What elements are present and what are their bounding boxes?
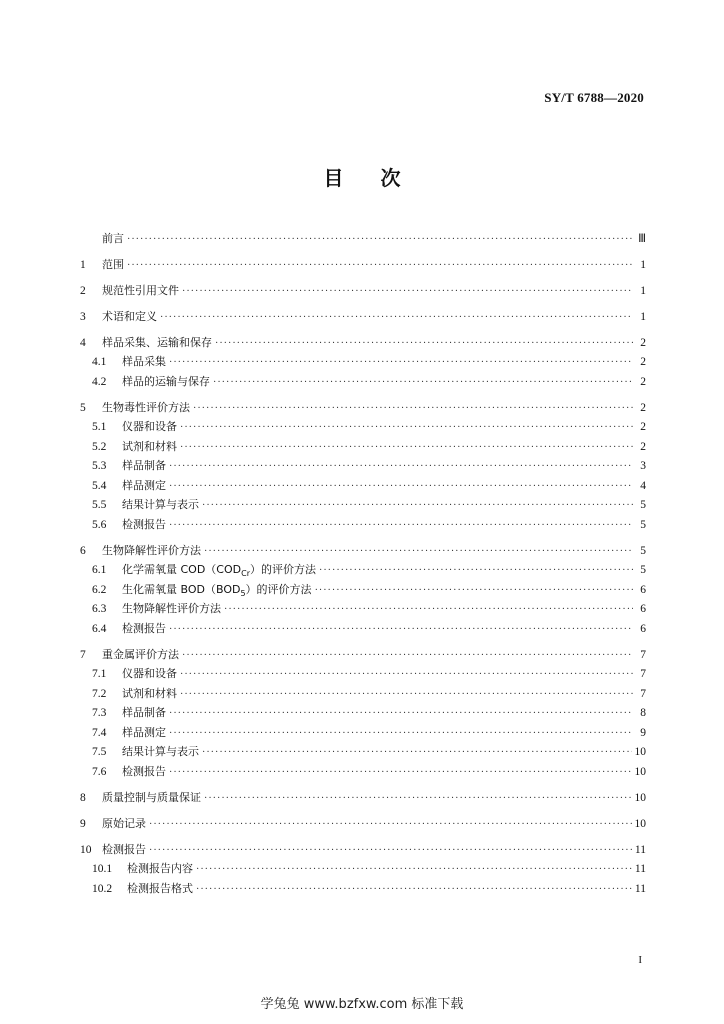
toc-entry-page: 6 <box>640 583 646 596</box>
toc-leader-dots <box>149 815 632 834</box>
toc-entry-title-text: 检测报告内容 <box>127 862 193 875</box>
standard-code: SY/T 6788—2020 <box>544 90 644 105</box>
toc-subentry[interactable] <box>80 352 646 372</box>
toc-entry-title <box>122 742 199 762</box>
toc-subentry[interactable] <box>80 437 646 457</box>
toc-entry-page: 11 <box>634 844 646 856</box>
toc-leader-dots <box>202 496 633 516</box>
toc-leader-dots <box>193 399 633 418</box>
table-of-contents <box>80 229 646 898</box>
toc-leader-dots <box>182 646 633 665</box>
toc-subentry[interactable] <box>80 456 646 476</box>
toc-leader-dots <box>149 841 632 860</box>
toc-entry-title-tail: ）的评价方法 <box>250 563 316 576</box>
toc-leader-dots <box>319 561 633 581</box>
toc-entry-page: 10 <box>634 765 646 778</box>
toc-entry-page: 6 <box>640 603 646 615</box>
toc-entry-number: 6.4 <box>92 622 107 635</box>
toc-entry-page: 7 <box>640 649 646 661</box>
toc-entry-title-text: 样品制备 <box>122 706 166 719</box>
toc-entry-page: 9 <box>640 726 646 739</box>
toc-entry-page: 11 <box>634 863 646 875</box>
toc-entry-title <box>122 417 177 437</box>
toc-entry-title <box>102 814 146 833</box>
toc-entry-page: 3 <box>640 460 646 472</box>
page-title: 目 次 <box>323 166 401 190</box>
toc-entry-title <box>122 515 166 535</box>
toc-entry-number: 8 <box>80 792 86 804</box>
toc-entry-page: 4 <box>640 479 646 492</box>
toc-entry-title-text: 检测报告 <box>122 621 166 635</box>
toc-leader-dots <box>202 743 632 763</box>
toc-entry-title <box>102 255 124 274</box>
toc-subentry[interactable] <box>80 495 646 515</box>
toc-entry-title-text: 术语和定义 <box>102 310 157 323</box>
toc-subentry[interactable] <box>80 599 646 619</box>
toc-subentry[interactable] <box>80 859 646 879</box>
toc-entry-title-text: 生物毒性评价方法 <box>102 401 190 414</box>
toc-entry-page: 10 <box>634 746 646 758</box>
toc-subentry[interactable] <box>80 417 646 437</box>
toc-entry-title <box>127 879 193 899</box>
toc-entry-title-subscript: 5 <box>240 588 246 598</box>
toc-entry-title-text: 范围 <box>102 258 124 271</box>
toc-entry-number: 6.3 <box>92 603 107 615</box>
toc-entry-number: 10.1 <box>92 863 113 875</box>
toc-subentry[interactable] <box>80 580 646 600</box>
toc-entry-number: 7.5 <box>92 746 107 758</box>
toc-entry-title-text: 仪器和设备 <box>122 420 177 433</box>
toc-entry-page: 5 <box>640 564 646 576</box>
toc-entry-page: Ⅲ <box>638 233 646 245</box>
toc-entry-number: 5.6 <box>92 518 107 531</box>
toc-entry-title-subscript: Cr <box>241 569 250 579</box>
toc-leader-dots <box>196 880 632 900</box>
toc-entry-title <box>102 281 179 300</box>
toc-leader-dots <box>180 665 633 685</box>
toc-entry-page: 8 <box>640 707 646 719</box>
toc-entry-number: 9 <box>80 818 86 830</box>
toc-leader-dots <box>215 334 633 353</box>
toc-entry-title-text: 生化需氧量 BOD（BOD <box>122 582 241 596</box>
toc-entry-title-text: 生物降解性评价方法 <box>122 602 221 615</box>
toc-entry-title-text: 检测报告 <box>122 517 166 531</box>
toc-entry-title-text: 样品测定 <box>122 725 166 739</box>
toc-entry[interactable] <box>80 840 646 859</box>
toc-entry[interactable] <box>80 398 646 417</box>
toc-entry-number: 6 <box>80 545 86 557</box>
toc-entry-page: 2 <box>640 440 646 453</box>
toc-subentry[interactable] <box>80 619 646 639</box>
toc-entry-title-text: 样品测定 <box>122 478 166 492</box>
toc-entry-title <box>122 684 177 704</box>
toc-subentry[interactable] <box>80 684 646 704</box>
toc-entry-page: 2 <box>640 375 646 388</box>
toc-entry-page: 1 <box>640 311 646 323</box>
toc-entry-number: 5.2 <box>92 440 107 453</box>
toc-leader-dots <box>204 542 633 561</box>
toc-leader-dots <box>169 457 633 477</box>
toc-entry-title <box>122 723 166 743</box>
toc-entry-number: 4.2 <box>92 375 107 388</box>
toc-subentry[interactable] <box>80 723 646 743</box>
toc-leader-dots <box>160 308 633 327</box>
toc-entry-page: 1 <box>640 285 646 297</box>
toc-entry-number: 5.5 <box>92 499 107 511</box>
toc-entry-title-text: 样品采集 <box>122 355 166 368</box>
toc-entry-number: 7 <box>80 649 86 661</box>
toc-entry-page: 2 <box>640 402 646 414</box>
toc-leader-dots <box>169 620 633 640</box>
toc-entry-number: 5.1 <box>92 421 107 433</box>
toc-entry-page: 1 <box>640 259 646 271</box>
toc-subentry[interactable] <box>80 515 646 535</box>
toc-entry-title <box>122 437 177 457</box>
toc-entry-title-text: 前言 <box>102 232 124 245</box>
toc-leader-dots <box>169 724 633 744</box>
toc-subentry[interactable] <box>80 879 646 899</box>
toc-entry-title-text: 原始记录 <box>102 817 146 830</box>
toc-entry-title <box>102 788 201 807</box>
toc-entry-number: 10 <box>80 844 92 856</box>
toc-subentry[interactable] <box>80 742 646 762</box>
toc-entry-title-text: 生物降解性评价方法 <box>102 544 201 557</box>
toc-entry-title <box>122 599 221 619</box>
toc-leader-dots <box>204 789 632 808</box>
toc-subentry[interactable] <box>80 372 646 392</box>
toc-entry-title <box>122 352 166 372</box>
toc-entry-number: 6.2 <box>92 583 107 596</box>
toc-entry-number: 7.6 <box>92 765 107 778</box>
toc-entry-title-text: 检测报告格式 <box>127 881 193 895</box>
toc-entry-number: 2 <box>80 285 86 297</box>
toc-entry[interactable] <box>80 788 646 807</box>
toc-entry-number: 5.4 <box>92 479 107 492</box>
toc-leader-dots <box>224 600 633 620</box>
toc-entry-page: 5 <box>640 499 646 511</box>
toc-entry-number: 5 <box>80 402 86 414</box>
toc-entry-title-text: 仪器和设备 <box>122 667 177 680</box>
toc-entry-title <box>102 307 157 326</box>
toc-entry-title <box>102 333 212 352</box>
toc-leader-dots <box>169 516 633 536</box>
toc-leader-dots <box>182 282 633 301</box>
toc-entry-title <box>122 372 210 392</box>
toc-entry-number: 6.1 <box>92 564 107 576</box>
toc-entry-title <box>122 495 199 515</box>
toc-entry[interactable] <box>80 541 646 560</box>
toc-entry-number: 7.1 <box>92 668 107 680</box>
toc-entry-title-text: 检测报告 <box>122 764 166 778</box>
toc-entry-page: 10 <box>634 818 646 830</box>
toc-leader-dots <box>127 230 633 249</box>
toc-leader-dots <box>127 256 633 275</box>
toc-entry[interactable] <box>80 814 646 833</box>
toc-entry-title-text: 化学需氧量 COD（COD <box>122 563 242 576</box>
toc-entry-number: 1 <box>80 259 86 271</box>
toc-entry-title <box>122 664 177 684</box>
toc-subentry[interactable] <box>80 476 646 496</box>
toc-entry-page: 11 <box>634 882 646 895</box>
toc-leader-dots <box>180 418 633 438</box>
toc-entry-title-tail: ）的评价方法 <box>245 582 312 596</box>
toc-entry-page: 2 <box>640 421 646 433</box>
toc-entry-number: 4.1 <box>92 356 107 368</box>
toc-leader-dots <box>169 704 633 724</box>
toc-entry-number: 5.3 <box>92 460 107 472</box>
toc-entry-title-text: 重金属评价方法 <box>102 648 179 661</box>
toc-entry-title-text: 样品的运输与保存 <box>122 374 210 388</box>
watermark-text: 学兔兔 www.bzfxw.com 标准下载 <box>260 997 464 1012</box>
page-number: I <box>638 954 642 966</box>
toc-entry-title-text: 质量控制与质量保证 <box>102 791 201 804</box>
toc-subentry[interactable] <box>80 560 646 580</box>
toc-entry-title-text: 结果计算与表示 <box>122 498 199 511</box>
toc-entry-page: 5 <box>640 518 646 531</box>
toc-entry-page: 10 <box>634 792 646 804</box>
toc-entry-title-text: 试剂和材料 <box>122 439 177 453</box>
toc-leader-dots <box>169 763 632 783</box>
toc-entry-number: 7.3 <box>92 707 107 719</box>
toc-entry-title <box>127 859 193 879</box>
toc-entry-title <box>122 703 166 723</box>
toc-entry-page: 7 <box>640 668 646 680</box>
toc-subentry[interactable] <box>80 762 646 782</box>
toc-entry[interactable] <box>80 281 646 300</box>
toc-leader-dots <box>315 581 633 601</box>
toc-entry-number: 7.2 <box>92 687 107 700</box>
toc-entry[interactable] <box>80 229 646 248</box>
toc-leader-dots <box>180 438 633 458</box>
toc-entry[interactable] <box>80 645 646 664</box>
toc-entry-page: 2 <box>640 337 646 349</box>
toc-leader-dots <box>169 477 633 497</box>
toc-entry-title <box>122 762 166 782</box>
toc-entry-title <box>122 456 166 476</box>
toc-entry-page: 7 <box>640 687 646 700</box>
toc-entry-page: 5 <box>640 545 646 557</box>
toc-entry-title <box>122 476 166 496</box>
toc-leader-dots <box>180 685 633 705</box>
toc-entry-title-text: 样品制备 <box>122 459 166 472</box>
toc-entry-number: 7.4 <box>92 726 107 739</box>
toc-entry-number: 10.2 <box>92 882 113 895</box>
toc-leader-dots <box>213 373 633 393</box>
toc-subentry[interactable] <box>80 664 646 684</box>
toc-leader-dots <box>196 860 632 880</box>
toc-leader-dots <box>169 353 633 373</box>
toc-entry-title <box>102 398 190 417</box>
toc-entry-number: 4 <box>80 337 86 349</box>
toc-entry[interactable] <box>80 307 646 326</box>
toc-entry-title-text: 规范性引用文件 <box>102 284 179 297</box>
toc-entry-title <box>102 645 179 664</box>
toc-entry-page: 2 <box>640 356 646 368</box>
toc-entry-title <box>102 541 201 560</box>
toc-entry-title <box>102 840 146 859</box>
toc-subentry[interactable] <box>80 703 646 723</box>
toc-entry-number: 3 <box>80 311 86 323</box>
toc-entry[interactable] <box>80 333 646 352</box>
toc-entry[interactable] <box>80 255 646 274</box>
toc-entry-page: 6 <box>640 622 646 635</box>
toc-entry-title-text: 试剂和材料 <box>122 686 177 700</box>
toc-entry-title <box>122 619 166 639</box>
toc-entry-title-text: 样品采集、运输和保存 <box>102 336 212 349</box>
toc-entry-title-text: 检测报告 <box>102 843 146 856</box>
toc-entry-title <box>102 229 124 248</box>
toc-entry-title-text: 结果计算与表示 <box>122 745 199 758</box>
